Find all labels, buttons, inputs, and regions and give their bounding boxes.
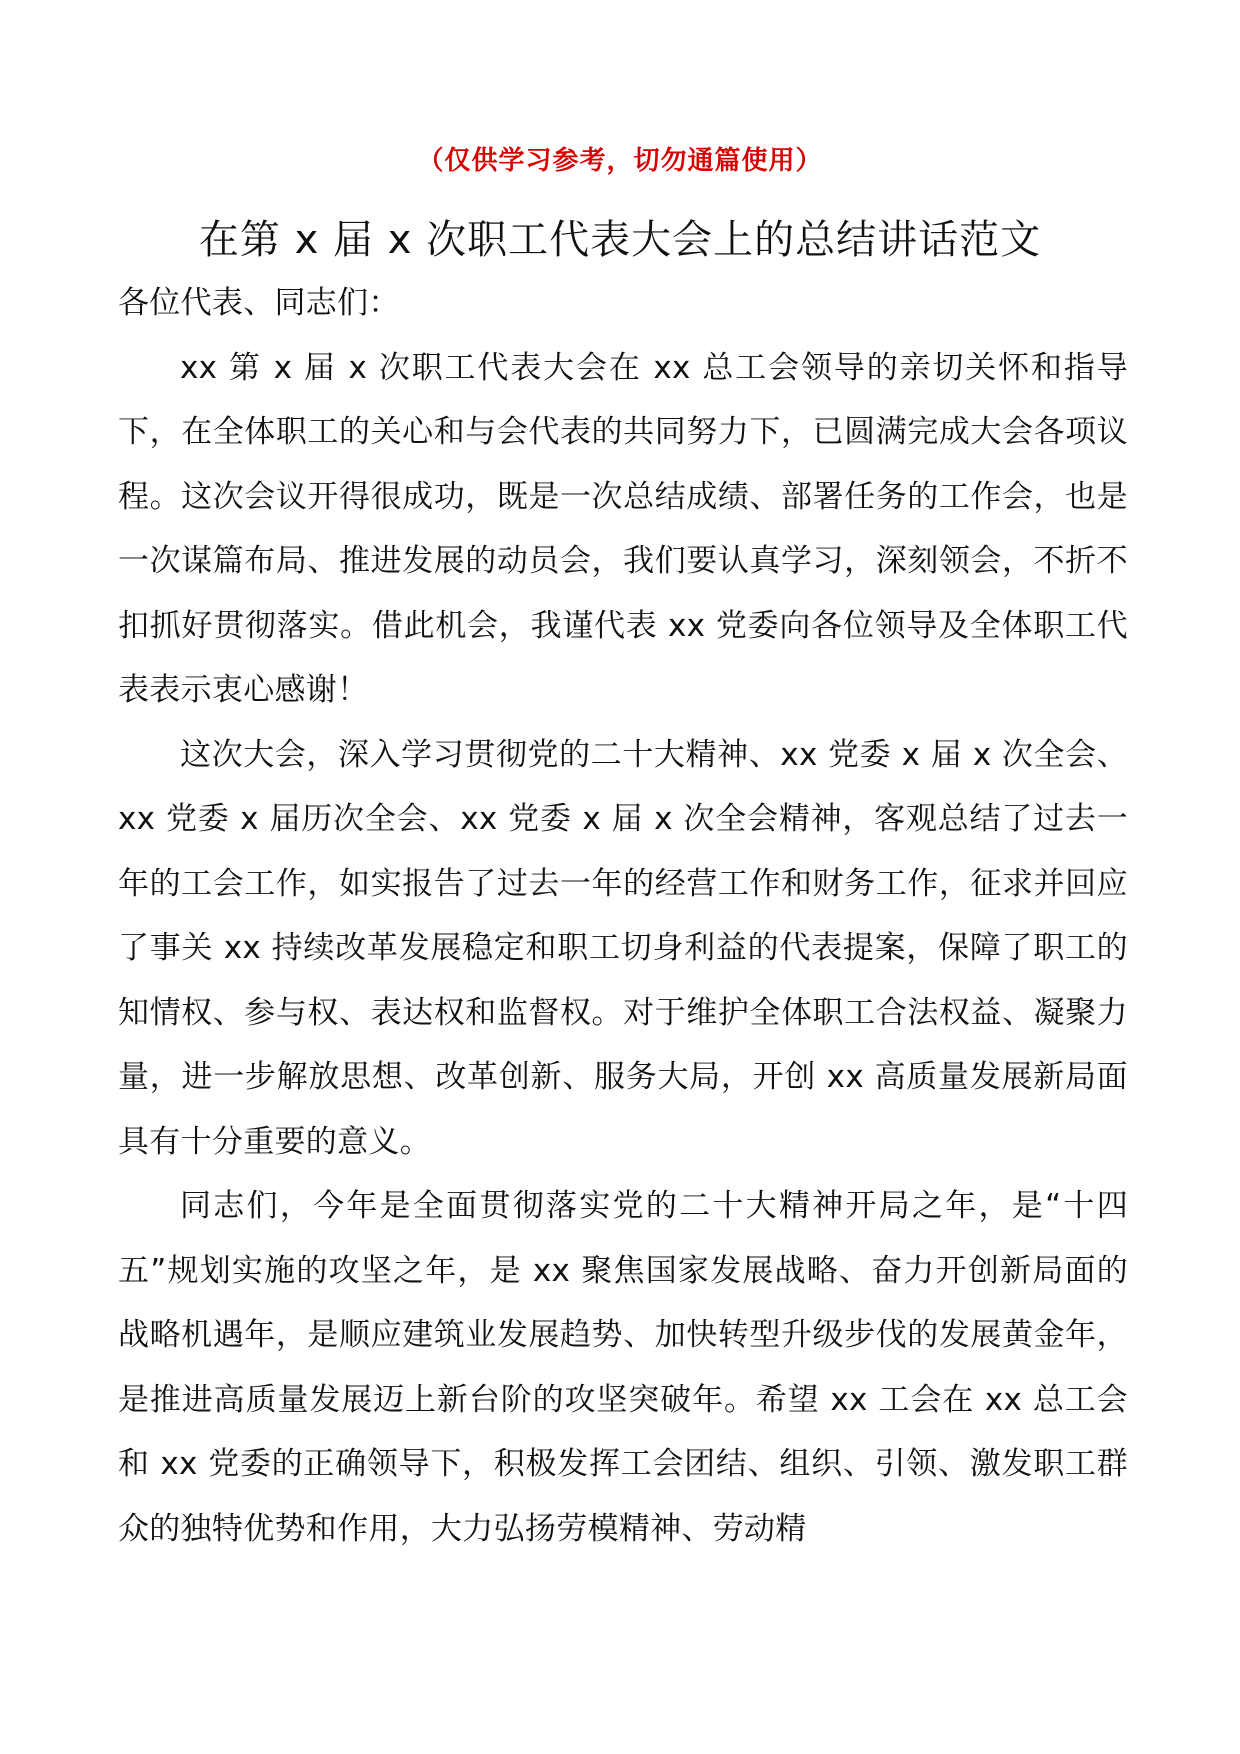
usage-notice: （仅供学习参考，切勿通篇使用）: [417, 146, 823, 176]
paragraph-2: 这次大会，深入学习贯彻党的二十大精神、xx 党委 x 届 x 次全会、xx 党委 x 届历次全会、xx 党委 x 届 x 次全会精神，客观总结了过去一年的工会工作，如实报告了过去一年的经营工作和财务工作，征求并回应了事关 xx 持续改革发展稳定和职工切身利益的代表提案，保障了职工的知情权、参与权、表达权和监督权。对于维护全体职工合法权益、凝聚力量，进一步解放思想、改革创新、服务大局，开创 xx 高质量发展新局面具有十分重要的意义。: [118, 736, 1128, 1160]
document-body: [118, 271, 1128, 1561]
salutation: 各位代表、同志们：: [118, 285, 400, 321]
paragraph-3: 同志们，今年是全面贯彻落实党的二十大精神开局之年，是“十四五”规划实施的攻坚之年，是 xx 聚焦国家发展战略、奋力开创新局面的战略机遇年，是顺应建筑业发展趋势、加快转型升级步伐的发展黄金年，是推进高质量发展迈上新台阶的攻坚突破年。希望 xx 工会在 xx 总工会和 xx 党委的正确领导下，积极发挥工会团结、组织、引领、激发职工群众的独特优势和作用，大力弘扬劳模精神、劳动精: [118, 1188, 1128, 1547]
paragraph-1: xx 第 x 届 x 次职工代表大会在 xx 总工会领导的亲切关怀和指导下，在全体职工的关心和与会代表的共同努力下，已圆满完成大会各项议程。这次会议开得很成功，既是一次总结成绩、部署任务的工作会，也是一次谋篇布局、推进发展的动员会，我们要认真学习，深刻领会，不折不扣抓好贯彻落实。借此机会，我谨代表 xx 党委向各位领导及全体职工代表表示衷心感谢！: [118, 349, 1128, 708]
document-title: 在第 x 届 x 次职工代表大会上的总结讲话范文: [198, 217, 1042, 263]
